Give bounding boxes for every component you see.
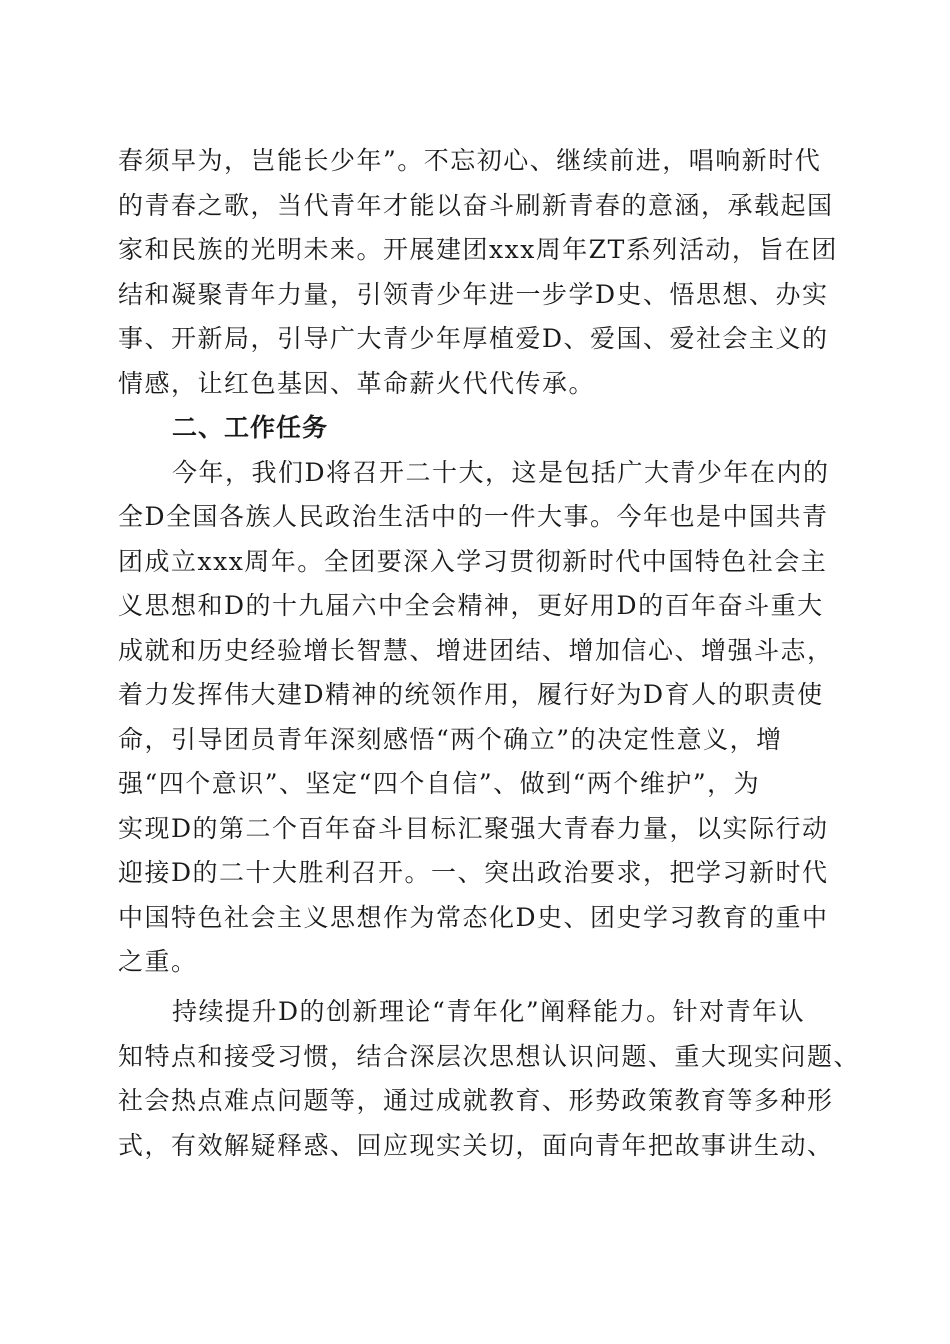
paragraph-line: 社会热点难点问题等，通过成就教育、形势政策教育等多种形 xyxy=(118,1086,834,1115)
paragraph-line: 持续提升D的创新理论“青年化”阐释能力。针对青年认 xyxy=(172,997,806,1026)
paragraph-line: 中国特色社会主义思想作为常态化D史、团史学习教育的重中 xyxy=(118,902,829,932)
paragraph-line: 迎接D的二十大胜利召开。一、突出政治要求，把学习新时代 xyxy=(118,858,829,887)
paragraph-line: 团成立xxx周年。全团要深入学习贯彻新时代中国特色社会主 xyxy=(118,546,828,576)
paragraph-line: 之重。 xyxy=(118,947,198,976)
paragraph-line: 事、开新局，引导广大青少年厚植爱D、爱国、爱社会主义的 xyxy=(118,324,829,353)
paragraph-line: 命，引导团员青年深刻感悟“两个确立”的决定性意义，增 xyxy=(118,724,783,754)
section-heading: 二、工作任务 xyxy=(172,413,329,442)
paragraph-line: 家和民族的光明未来。开展建团xxx周年ZT系列活动，旨在团 xyxy=(118,235,838,264)
paragraph-line: 春须早为，岂能长少年”。不忘初心、继续前进，唱响新时代 xyxy=(118,146,822,175)
paragraph-line: 知特点和接受习惯，结合深层次思想认识问题、重大现实问题、 xyxy=(118,1041,861,1071)
paragraph-line: 的青春之歌，当代青年才能以奋斗刷新青春的意涵，承载起国 xyxy=(118,190,834,220)
paragraph-line: 情感，让红色基因、革命薪火代代传承。 xyxy=(118,368,596,398)
paragraph-line: 义思想和D的十九届六中全会精神，更好用D的百年奋斗重大 xyxy=(118,591,824,620)
paragraph-line: 全D全国各族人民政治生活中的一件大事。今年也是中国共青 xyxy=(118,502,829,531)
paragraph-line: 式，有效解疑释惑、回应现实关切，面向青年把故事讲生动、 xyxy=(118,1130,834,1160)
body-text-top xyxy=(118,139,838,985)
body-text-bottom xyxy=(118,990,861,1168)
paragraph-line: 成就和历史经验增长智慧、增进团结、增加信心、增强斗志， xyxy=(118,635,834,665)
paragraph-line: 实现D的第二个百年奋斗目标汇聚强大青春力量，以实际行动 xyxy=(118,813,829,843)
paragraph-line: 今年，我们D将召开二十大，这是包括广大青少年在内的 xyxy=(172,457,830,487)
paragraph-line: 结和凝聚青年力量，引领青少年进一步学D史、悟思想、办实 xyxy=(118,279,829,309)
paragraph-line: 强“四个意识”、坚定“四个自信”、做到“两个维护”，为 xyxy=(118,769,761,798)
paragraph-line: 着力发挥伟大建D精神的统领作用，履行好为D育人的职责使 xyxy=(118,680,824,709)
